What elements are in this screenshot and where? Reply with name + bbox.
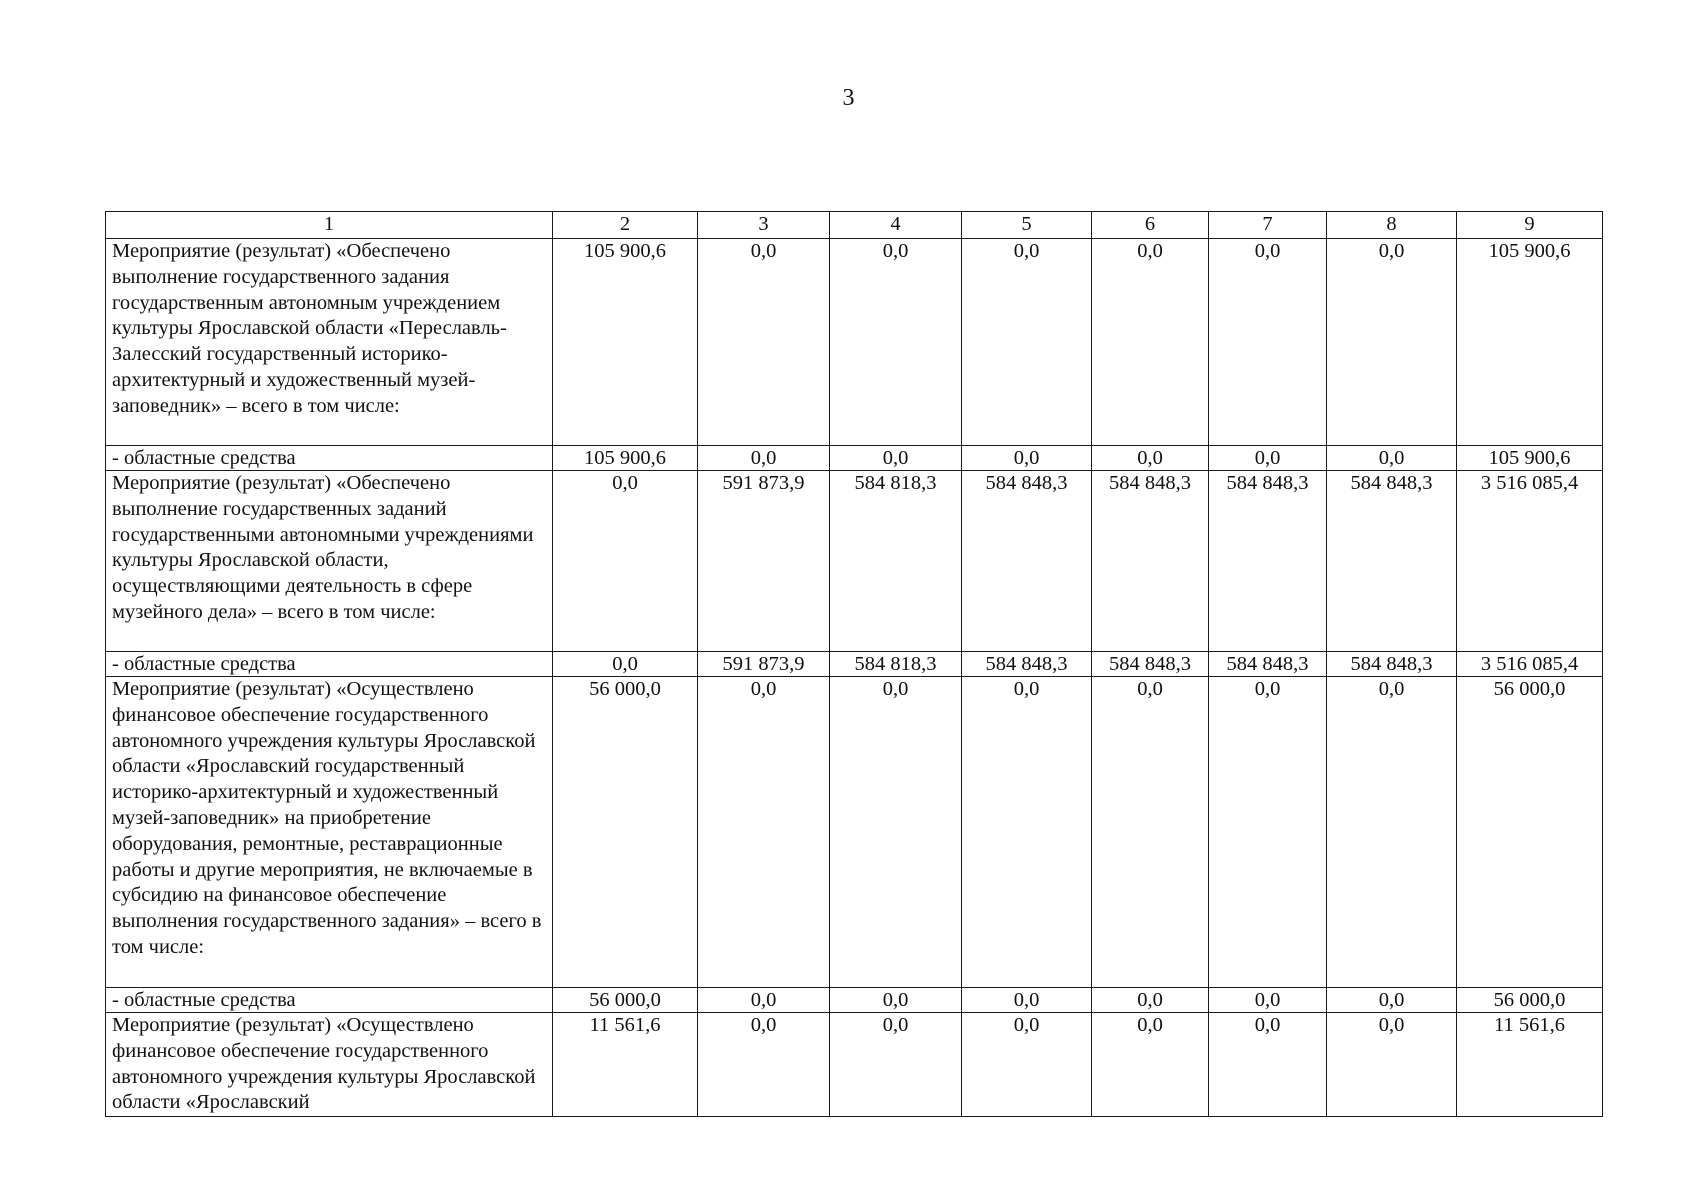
value-cell: 584 848,3 <box>962 652 1092 677</box>
value-cell: 0,0 <box>698 1013 830 1117</box>
column-header: 5 <box>962 212 1092 239</box>
value-cell: 591 873,9 <box>698 471 830 652</box>
table-row <box>106 652 1603 677</box>
total-cell: 3 516 085,4 <box>1457 652 1603 677</box>
activity-name: Мероприятие (результат) «Осуществлено финансовое обеспечение государственного автономного учреждения культуры Ярославской области «Ярославский государственный историко-архитектурный и художественный музей-заповедник» на приобретение оборудования, ремонтные, реставрационные работы и другие мероприятия, не включаемые в субсидию на финансовое обеспечение выполнения государственного задания» – всего в том числе: <box>106 677 553 988</box>
column-header: 2 <box>553 212 698 239</box>
activity-name: Мероприятие (результат) «Обеспечено выполнение государственных заданий государственными автономными учреждениями культуры Ярославской области, осуществляющими деятельность в сфере музейного дела» – всего в том числе: <box>106 471 553 652</box>
value-cell: 0,0 <box>698 988 830 1013</box>
funding-source: - областные средства <box>106 446 553 471</box>
value-cell: 0,0 <box>962 988 1092 1013</box>
value-cell: 584 818,3 <box>830 652 962 677</box>
table-row <box>106 446 1603 471</box>
value-cell: 105 900,6 <box>553 239 698 446</box>
funding-source: - областные средства <box>106 652 553 677</box>
value-cell: 584 848,3 <box>1327 652 1457 677</box>
total-cell: 105 900,6 <box>1457 239 1603 446</box>
value-cell: 0,0 <box>1092 988 1209 1013</box>
value-cell: 11 561,6 <box>553 1013 698 1117</box>
table-row <box>106 471 1603 652</box>
table-header-row <box>106 212 1603 239</box>
activity-name: Мероприятие (результат) «Осуществлено финансовое обеспечение государственного автономного учреждения культуры Ярославской области «Ярославский <box>106 1013 553 1117</box>
value-cell: 0,0 <box>1327 988 1457 1013</box>
value-cell: 0,0 <box>962 239 1092 446</box>
value-cell: 0,0 <box>830 446 962 471</box>
total-cell: 3 516 085,4 <box>1457 471 1603 652</box>
value-cell: 0,0 <box>830 239 962 446</box>
page-number: 3 <box>842 85 855 111</box>
value-cell: 105 900,6 <box>553 446 698 471</box>
total-cell: 105 900,6 <box>1457 446 1603 471</box>
column-header: 9 <box>1457 212 1603 239</box>
value-cell: 0,0 <box>1092 446 1209 471</box>
value-cell: 0,0 <box>830 1013 962 1117</box>
activity-name: Мероприятие (результат) «Обеспечено выполнение государственного задания государственным автономным учреждением культуры Ярославской области «Переславль-Залесский государственный историко-архитектурный и художественный музей-заповедник» – всего в том числе: <box>106 239 553 446</box>
value-cell: 0,0 <box>698 677 830 988</box>
value-cell: 0,0 <box>830 988 962 1013</box>
value-cell: 0,0 <box>1092 1013 1209 1117</box>
total-cell: 56 000,0 <box>1457 988 1603 1013</box>
value-cell: 0,0 <box>830 677 962 988</box>
value-cell: 584 848,3 <box>1209 471 1327 652</box>
value-cell: 584 818,3 <box>830 471 962 652</box>
value-cell: 0,0 <box>553 652 698 677</box>
value-cell: 0,0 <box>1327 1013 1457 1117</box>
value-cell: 0,0 <box>698 239 830 446</box>
value-cell: 0,0 <box>1327 446 1457 471</box>
table-row <box>106 239 1603 446</box>
value-cell: 0,0 <box>1092 239 1209 446</box>
table-row <box>106 988 1603 1013</box>
total-cell: 56 000,0 <box>1457 677 1603 988</box>
value-cell: 0,0 <box>962 677 1092 988</box>
value-cell: 0,0 <box>553 471 698 652</box>
column-header: 4 <box>830 212 962 239</box>
value-cell: 0,0 <box>1209 988 1327 1013</box>
budget-table <box>105 211 1603 1117</box>
value-cell: 0,0 <box>698 446 830 471</box>
value-cell: 56 000,0 <box>553 677 698 988</box>
value-cell: 584 848,3 <box>1092 471 1209 652</box>
value-cell: 56 000,0 <box>553 988 698 1013</box>
column-header: 7 <box>1209 212 1327 239</box>
total-cell: 11 561,6 <box>1457 1013 1603 1117</box>
value-cell: 0,0 <box>1209 1013 1327 1117</box>
value-cell: 0,0 <box>1327 239 1457 446</box>
value-cell: 0,0 <box>1209 677 1327 988</box>
funding-source: - областные средства <box>106 988 553 1013</box>
value-cell: 0,0 <box>962 446 1092 471</box>
value-cell: 591 873,9 <box>698 652 830 677</box>
value-cell: 0,0 <box>1327 677 1457 988</box>
value-cell: 0,0 <box>1209 446 1327 471</box>
column-header: 3 <box>698 212 830 239</box>
column-header: 1 <box>106 212 553 239</box>
column-header: 8 <box>1327 212 1457 239</box>
value-cell: 0,0 <box>1209 239 1327 446</box>
value-cell: 584 848,3 <box>1209 652 1327 677</box>
table-row <box>106 677 1603 988</box>
column-header: 6 <box>1092 212 1209 239</box>
value-cell: 584 848,3 <box>1327 471 1457 652</box>
value-cell: 584 848,3 <box>962 471 1092 652</box>
value-cell: 0,0 <box>962 1013 1092 1117</box>
value-cell: 584 848,3 <box>1092 652 1209 677</box>
table-row <box>106 1013 1603 1117</box>
value-cell: 0,0 <box>1092 677 1209 988</box>
